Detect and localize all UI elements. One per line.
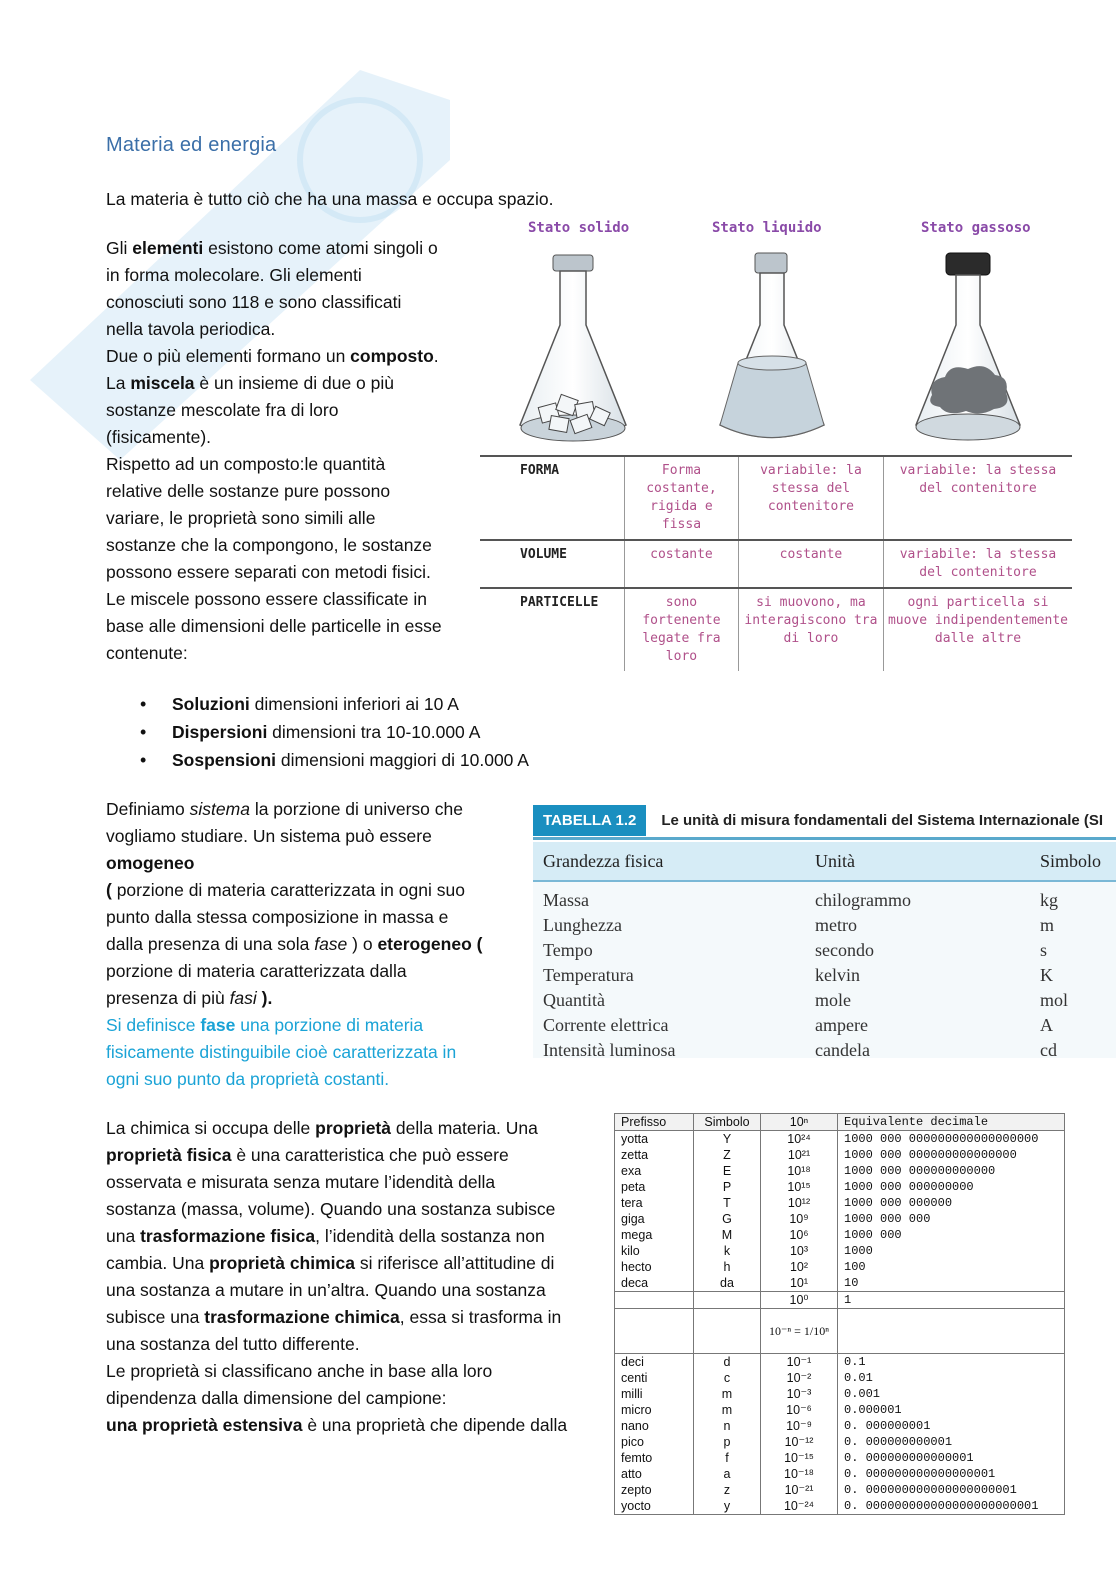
table-row: micro m 10⁻⁶ 0.000001 (615, 1402, 1065, 1418)
table-row: pico p 10⁻¹² 0. 000000000001 (615, 1434, 1065, 1450)
table-row: centi c 10⁻² 0.01 (615, 1370, 1065, 1386)
states-table (480, 455, 1072, 671)
table-row: Intensità luminosa candela cd (543, 1040, 1057, 1058)
intro-paragraph: La materia è tutto ciò che ha una massa e occupa spazio. (106, 189, 554, 209)
si-prefix-table (614, 1113, 1065, 1515)
table-row: Massa chilogrammo kg (543, 890, 1058, 910)
formula-row (615, 1309, 1065, 1354)
table-row: peta P 10¹⁵ 1000 000 000000000 (615, 1179, 1065, 1195)
flask-solid (520, 255, 626, 441)
table-row: kilo k 10³ 1000 (615, 1243, 1065, 1259)
list-item: • Sospensioni dimensioni maggiori di 10.000 A (140, 746, 529, 774)
system-paragraph: Definiamo sistema la porzione di universo che vogliamo studiare. Un sistema può essere omogeneo ( porzione di materia caratterizzata in ogni suo punto dalla stessa composizione in massa e dalla presenza di una sola fase ) o eterogeneo ( porzione di materia caratterizzata dalla presenza di più fasi ). Si definisce fase una porzione di materia fisicamente distinguibile cioè caratterizzata in ogni suo punto da proprietà costanti. (106, 799, 483, 1089)
table-row: tera T 10¹² 1000 000 000000 (615, 1195, 1065, 1211)
table-row: giga G 10⁹ 1000 000 000 (615, 1211, 1065, 1227)
table-header: Prefisso Simbolo 10ⁿ Equivalente decimale (615, 1114, 1065, 1131)
table-row: femto f 10⁻¹⁵ 0. 000000000000001 (615, 1450, 1065, 1466)
table-row: exa E 10¹⁸ 1000 000 000000000000 (615, 1163, 1065, 1179)
table-row: PARTICELLE sono fortenente legate fra loro si muovono, ma interagiscono tra di loro ogni particella si muove indipendentemente dalle altre (480, 588, 1072, 671)
list-item: • Dispersioni dimensioni tra 10-10.000 A (140, 718, 529, 746)
list-item: • Soluzioni dimensioni inferiori ai 10 A (140, 690, 529, 718)
state-gas-label: Stato gassoso (921, 220, 1031, 236)
table-row: zetta Z 10²¹ 1000 000 000000000000000 (615, 1147, 1065, 1163)
table-row: milli m 10⁻³ 0.001 (615, 1386, 1065, 1402)
table-row: yocto y 10⁻²⁴ 0. 000000000000000000000001 (615, 1498, 1065, 1515)
table-row: Temperatura kelvin K (543, 965, 1053, 985)
table-row: 10⁰ 1 (615, 1292, 1065, 1309)
table-row: Corrente elettrica ampere A (543, 1015, 1053, 1035)
table-row: deci d 10⁻¹ 0.1 (615, 1354, 1065, 1371)
table-row: Tempo secondo s (543, 940, 1048, 960)
table-row: mega M 10⁶ 1000 000 (615, 1227, 1065, 1243)
flasks-illustration (480, 245, 1075, 455)
state-solid-label: Stato solido (528, 220, 630, 236)
table-badge: TABELLA 1.2 (533, 805, 646, 836)
table-row: deca da 10¹ 10 (615, 1275, 1065, 1292)
table-row: Quantità mole mol (543, 990, 1069, 1010)
table-row: hecto h 10² 100 (615, 1259, 1065, 1275)
section-title: Materia ed energia (106, 134, 277, 156)
table-row: VOLUME costante costante variabile: la stessa del contenitore (480, 540, 1072, 588)
elements-paragraph: Gli elementi esistono come atomi singoli o in forma molecolare. Gli elementi conosciuti sono 118 e sono classificati nella tavola periodica. Due o più elementi formano un composto. La miscela è un insieme di due o più sostanze mescolate fra di loro (fisicamente). Rispetto ad un composto:le quantità relative delle sostanze pure possono variare, le proprietà sono simili alle sostanze che la compongono, le sostanze possono essere separati con metodi fisici. Le miscele possono essere classificate in base alle dimensioni delle particelle in esse contenute: (106, 238, 442, 663)
table-row: yotta Y 10²⁴ 1000 000 000000000000000000 (615, 1131, 1065, 1148)
properties-paragraph: La chimica si occupa delle proprietà della materia. Una proprietà fisica è una caratteristica che può essere osservata e misurata senza mutare l’idendità della sostanza (massa, volume). Quando una sostanza subisce una trasformazione fisica, l’idendità della sostanza non cambia. Una proprietà chimica si riferisce all’attitudine di una sostanza a mutare in un’altra. Quando una sostanza subisce una trasformazione chimica, essa si trasforma in una sostanza del tutto differente. Le proprietà si classificano anche in base alla loro dipendenza dalla dimensione del campione: una proprietà estensiva è una proprietà che dipende dalla (106, 1118, 568, 1435)
flask-liquid (720, 253, 824, 438)
state-liquid-label: Stato liquido (712, 220, 822, 236)
si-units-table (533, 803, 1116, 1058)
table-row: nano n 10⁻⁹ 0. 000000001 (615, 1418, 1065, 1434)
negative-exponent-formula: 10⁻ⁿ = 1/10ⁿ (761, 1309, 838, 1354)
mixture-types-list (140, 690, 529, 774)
table-header: Grandezza fisica Unità Simbolo (533, 842, 1116, 882)
flask-gas (916, 253, 1020, 440)
table-caption: Le unità di misura fondamentali del Sistema Internazionale (SI (661, 811, 1104, 829)
table-row: Lunghezza metro m (543, 915, 1055, 935)
table-row: zepto z 10⁻²¹ 0. 000000000000000000001 (615, 1482, 1065, 1498)
table-row: atto a 10⁻¹⁸ 0. 000000000000000001 (615, 1466, 1065, 1482)
table-row: FORMA Forma costante, rigida e fissa variabile: la stessa del contenitore variabile: la stessa del contenitore (480, 456, 1072, 540)
